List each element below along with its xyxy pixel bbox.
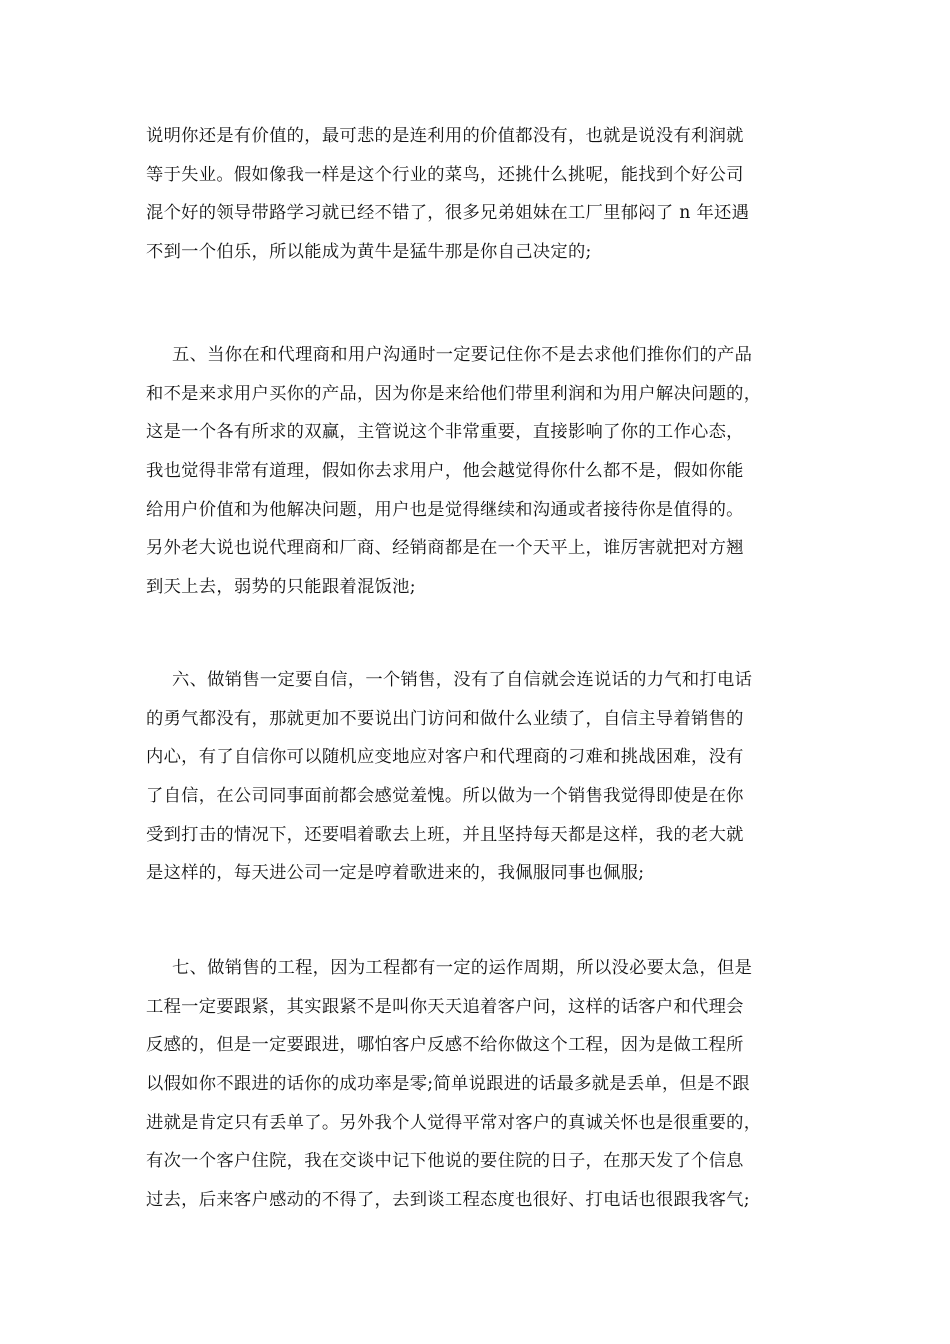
text-line: 混个好的领导带路学习就已经不错了，很多兄弟姐妹在工厂里郁闷了 n 年还遇 — [146, 203, 750, 224]
text-line: 七、做销售的工程，因为工程都有一定的运作周期，所以没必要太急，但是 — [172, 958, 753, 978]
text-line: 说明你还是有价值的，最可悲的是连利用的价值都没有，也就是说没有利润就 — [146, 126, 744, 146]
text-line: 是这样的，每天进公司一定是哼着歌进来的，我佩服同事也佩服; — [146, 863, 645, 884]
text-line: 我也觉得非常有道理，假如你去求用户，他会越觉得你什么都不是，假如你能 — [146, 461, 744, 482]
paragraph-section-six — [146, 661, 806, 893]
text-line: 进就是肯定只有丢单了。另外我个人觉得平常对客户的真诚关怀也是很重要的， — [146, 1112, 762, 1133]
text-line: 给用户价值和为他解决问题，用户也是觉得继续和沟通或者接待你是值得的。 — [146, 499, 744, 520]
text-line: 的勇气都没有，那就更加不要说出门访问和做什么业绩了，自信主导着销售的 — [146, 708, 744, 729]
text-line: 和不是来求用户买你的产品，因为你是来给他们带里利润和为用户解决问题的， — [146, 383, 762, 404]
text-line: 工程一定要跟紧，其实跟紧不是叫你天天追着客户问，这样的话客户和代理会 — [146, 996, 744, 1017]
text-line: 不到一个伯乐，所以能成为黄牛是猛牛那是你自己决定的; — [146, 242, 592, 263]
text-line: 内心，有了自信你可以随机应变地应对客户和代理商的刁难和挑战困难，没有 — [146, 747, 744, 768]
text-line: 另外老大说也说代理商和厂商、经销商都是在一个天平上，谁厉害就把对方翘 — [146, 538, 744, 559]
text-line: 这是一个各有所求的双赢，主管说这个非常重要，直接影响了你的工作心态， — [146, 422, 744, 443]
text-line: 反感的，但是一定要跟进，哪怕客户反感不给你做这个工程，因为是做工程所 — [146, 1035, 744, 1056]
text-line: 五、当你在和代理商和用户沟通时一定要记住你不是去求他们推你们的产品 — [172, 345, 753, 365]
paragraph-section-five — [146, 336, 806, 607]
text-line: 了自信，在公司同事面前都会感觉羞愧。所以做为一个销售我觉得即使是在你 — [146, 786, 744, 807]
text-line: 六、做销售一定要自信，一个销售，没有了自信就会连说话的力气和打电话 — [172, 670, 753, 690]
text-line: 受到打击的情况下，还要唱着歌去上班，并且坚持每天都是这样，我的老大就 — [146, 824, 744, 845]
text-line: 等于失业。假如像我一样是这个行业的菜鸟，还挑什么挑呢，能找到个好公司 — [146, 164, 744, 185]
text-line: 过去，后来客户感动的不得了，去到谈工程态度也很好、打电话也很跟我客气; — [146, 1190, 750, 1211]
text-line: 以假如你不跟进的话你的成功率是零;简单说跟进的话最多就是丢单，但是不跟 — [146, 1074, 750, 1095]
text-line: 有次一个客户住院，我在交谈中记下他说的要住院的日子，在那天发了个信息 — [146, 1151, 744, 1172]
text-line: 到天上去，弱势的只能跟着混饭池; — [146, 577, 416, 598]
paragraph-section-seven — [146, 949, 806, 1220]
paragraph-continuation — [146, 117, 806, 272]
